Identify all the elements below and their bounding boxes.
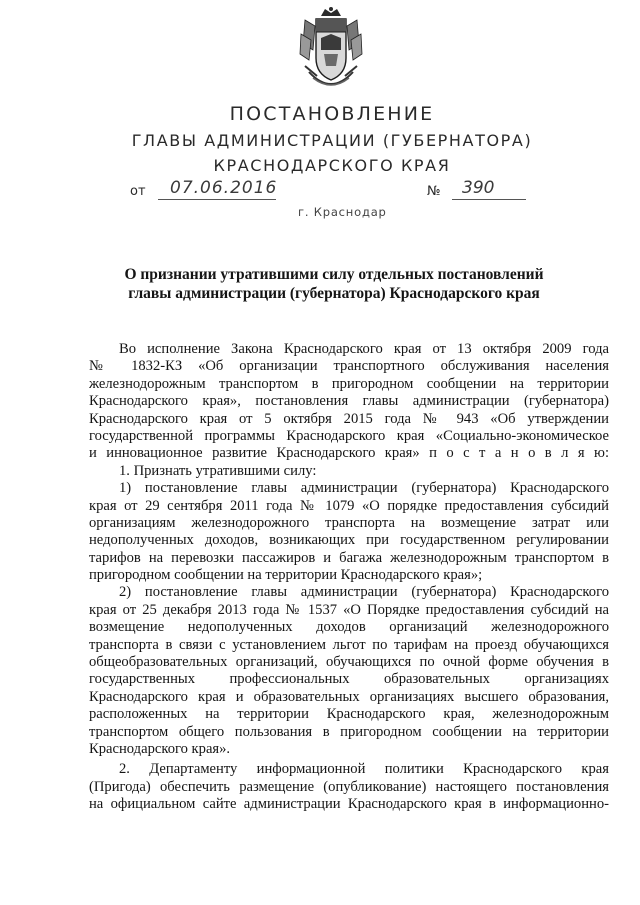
body-line: государственных профессиональных образовательных организациях <box>89 671 609 688</box>
body-line: государственной программы Краснодарского края «Социально-экономическое <box>89 427 609 444</box>
document-title-line-2: главы администрации (губернатора) Краснодарского края <box>128 285 540 302</box>
body-line: расположенных на территории Краснодарского края, железнодорожным <box>89 706 609 723</box>
body-line: организациям железнодорожного транспорта на возмещение затрат или <box>89 514 609 531</box>
body-line: железнодорожным транспортом в пригородном сообщении на территории <box>89 375 609 392</box>
body-line: 2) постановление главы администрации (губернатора) Краснодарского <box>119 584 609 601</box>
body-line: Краснодарского края от 5 октября 2015 года № 943 «Об утверждении <box>89 410 609 427</box>
body-line: возмещение недополученных доходов организаций железнодорожного <box>89 619 609 636</box>
body-line: транспортом общего пользования в пригородном сообщении на территории <box>89 723 609 740</box>
body-line: Краснодарского края и образовательных организациях высшего образования, <box>89 688 609 705</box>
issuer-heading: ГЛАВЫ АДМИНИСТРАЦИИ (ГУБЕРНАТОРА) <box>131 131 533 150</box>
body-line: на официальном сайте администрации Краснодарского края в информационно- <box>89 796 609 813</box>
body-line: края от 29 сентября 2011 года № 1079 «О порядке предоставления субсидий <box>89 497 609 514</box>
body-line: края от 25 декабря 2013 года № 1537 «О Порядке предоставления субсидий на <box>89 601 609 618</box>
krasnodar-coat-of-arms-icon <box>299 6 363 92</box>
date-label: от <box>130 184 146 199</box>
body-line: Краснодарского края». <box>89 740 231 757</box>
body-line: Краснодарского края», постановления главы администрации (губернатора) <box>89 393 609 410</box>
document-number: 390 <box>462 178 495 198</box>
body-line: недополученных доходов, возникающих при государственном регулировании <box>89 532 609 549</box>
region-heading: КРАСНОДАРСКОГО КРАЯ <box>213 156 451 175</box>
document-date: 07.06.2016 <box>170 178 278 198</box>
date-underline <box>158 199 276 200</box>
body-line: (Пригода) обеспечить размещение (опубликование) настоящего постановления <box>89 778 609 795</box>
number-label: № <box>427 184 441 199</box>
body-line: Во исполнение Закона Краснодарского края от 13 октября 2009 года <box>119 341 609 357</box>
body-line: 1. Признать утратившими силу: <box>119 462 317 479</box>
city-label: г. Краснодар <box>298 205 387 219</box>
body-line: и инновационное развитие Краснодарского края» п о с т а н о в л я ю: <box>89 445 609 462</box>
body-line: 2. Департаменту информационной политики Краснодарского края <box>119 761 609 778</box>
body-line: № 1832-КЗ «Об организации транспортного обслуживания населения <box>89 358 609 375</box>
body-line: транспорта в связи с установлением льгот по тарифам на проезд обучающихся <box>89 636 609 653</box>
body-line: тарифов на перевозки пассажиров и багажа железнодорожным транспортом в <box>89 549 609 566</box>
document-type-heading: ПОСТАНОВЛЕНИЕ <box>229 103 435 125</box>
document-body <box>89 341 609 814</box>
body-line: пригородном сообщении на территории Краснодарского края»; <box>89 567 483 584</box>
number-underline <box>452 199 526 200</box>
body-line: общеобразовательных организаций, обучающихся по очной форме обучения в <box>89 654 609 671</box>
body-line: 1) постановление главы администрации (губернатора) Краснодарского <box>119 480 609 497</box>
document-title-line-1: О признании утратившими силу отдельных постановлений <box>124 266 544 283</box>
